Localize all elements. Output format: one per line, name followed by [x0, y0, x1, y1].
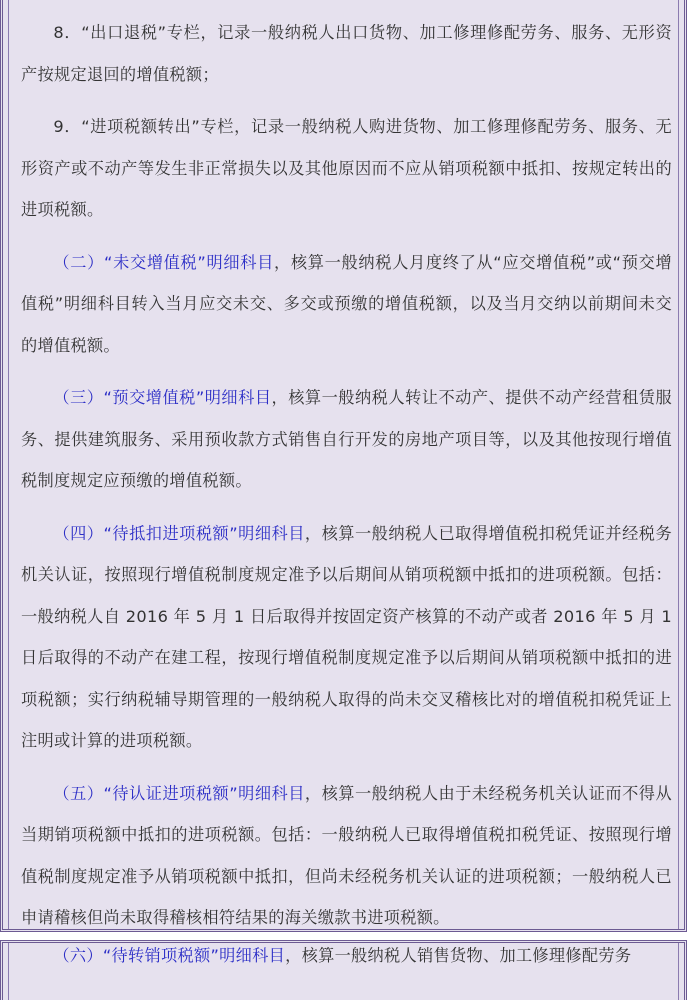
article-body	[21, 12, 672, 950]
paragraph-input-tax-transfer-out	[21, 106, 672, 231]
paragraph-text: ，核算一般纳税人由于未经税务机关认证而不得从当期销项税额中抵扣的进项税额。包括：一般纳税人已取得增值税扣税凭证、按照现行增值税制度规定准予从销项税额中抵扣，但尚未经税务机关认证的进项税额；一般纳税人已申请稽核但尚未取得稽核相符结果的海关缴款书进项税额。	[21, 783, 672, 927]
paragraph-uncertified-input-tax	[21, 773, 672, 939]
paragraph-output-tax-to-be-transferred	[21, 935, 672, 977]
paragraph-deductible-input-tax	[21, 513, 672, 762]
paragraph-text: ，核算一般纳税人转让不动产、提供不动产经营租赁服务、提供建筑服务、采用预收款方式销售自行开发的房地产项目等，以及其他按现行增值税制度规定应预缴的增值税额。	[21, 388, 672, 490]
subsection-heading: （二）“未交增值税”明细科目	[53, 252, 274, 272]
next-article-frame	[0, 940, 687, 1000]
subsection-heading: （五）“待认证进项税额”明细科目	[53, 783, 305, 803]
paragraph-export-tax-refund	[21, 12, 672, 95]
paragraph-text: ，核算一般纳税人已取得增值税扣税凭证并经税务机关认证，按照现行增值税制度规定准予以后期间从销项税额中抵扣的进项税额。包括：一般纳税人自 2016 年 5 月 1 日后取得并按固定资产核算的不动产或者 2016 年 5 月 1 日后取得的不动产在建工程，按现行增值税制度规定准予以后期间从销项税额中抵扣的进项税额；实行纳税辅导期管理的一般纳税人取得的尚未交叉稽核比对的增值税扣税凭证上注明或计算的进项税额。	[21, 523, 672, 750]
paragraph-prepaid-vat	[21, 377, 672, 502]
paragraph-text: 9．“进项税额转出”专栏，记录一般纳税人购进货物、加工修理修配劳务、服务、无形资产或不动产等发生非正常损失以及其他原因而不应从销项税额中抵扣、按规定转出的进项税额。	[21, 117, 672, 219]
paragraph-text: ，核算一般纳税人月度终了从“应交增值税”或“预交增值税”明细科目转入当月应交未交、多交或预缴的增值税额，以及当月交纳以前期间未交的增值税额。	[21, 252, 672, 355]
next-article-body	[21, 935, 672, 988]
paragraph-unpaid-vat	[21, 242, 672, 367]
paragraph-text: ，核算一般纳税人销售货物、加工修理修配劳务	[285, 946, 632, 965]
subsection-heading: （三）“预交增值税”明细科目	[53, 388, 272, 407]
subsection-heading: （六）“待转销项税额”明细科目	[53, 946, 286, 965]
subsection-heading: （四）“待抵扣进项税额”明细科目	[53, 523, 305, 543]
paragraph-text: 8．“出口退税”专栏，记录一般纳税人出口货物、加工修理修配劳务、服务、无形资产按规定退回的增值税额；	[21, 23, 672, 84]
